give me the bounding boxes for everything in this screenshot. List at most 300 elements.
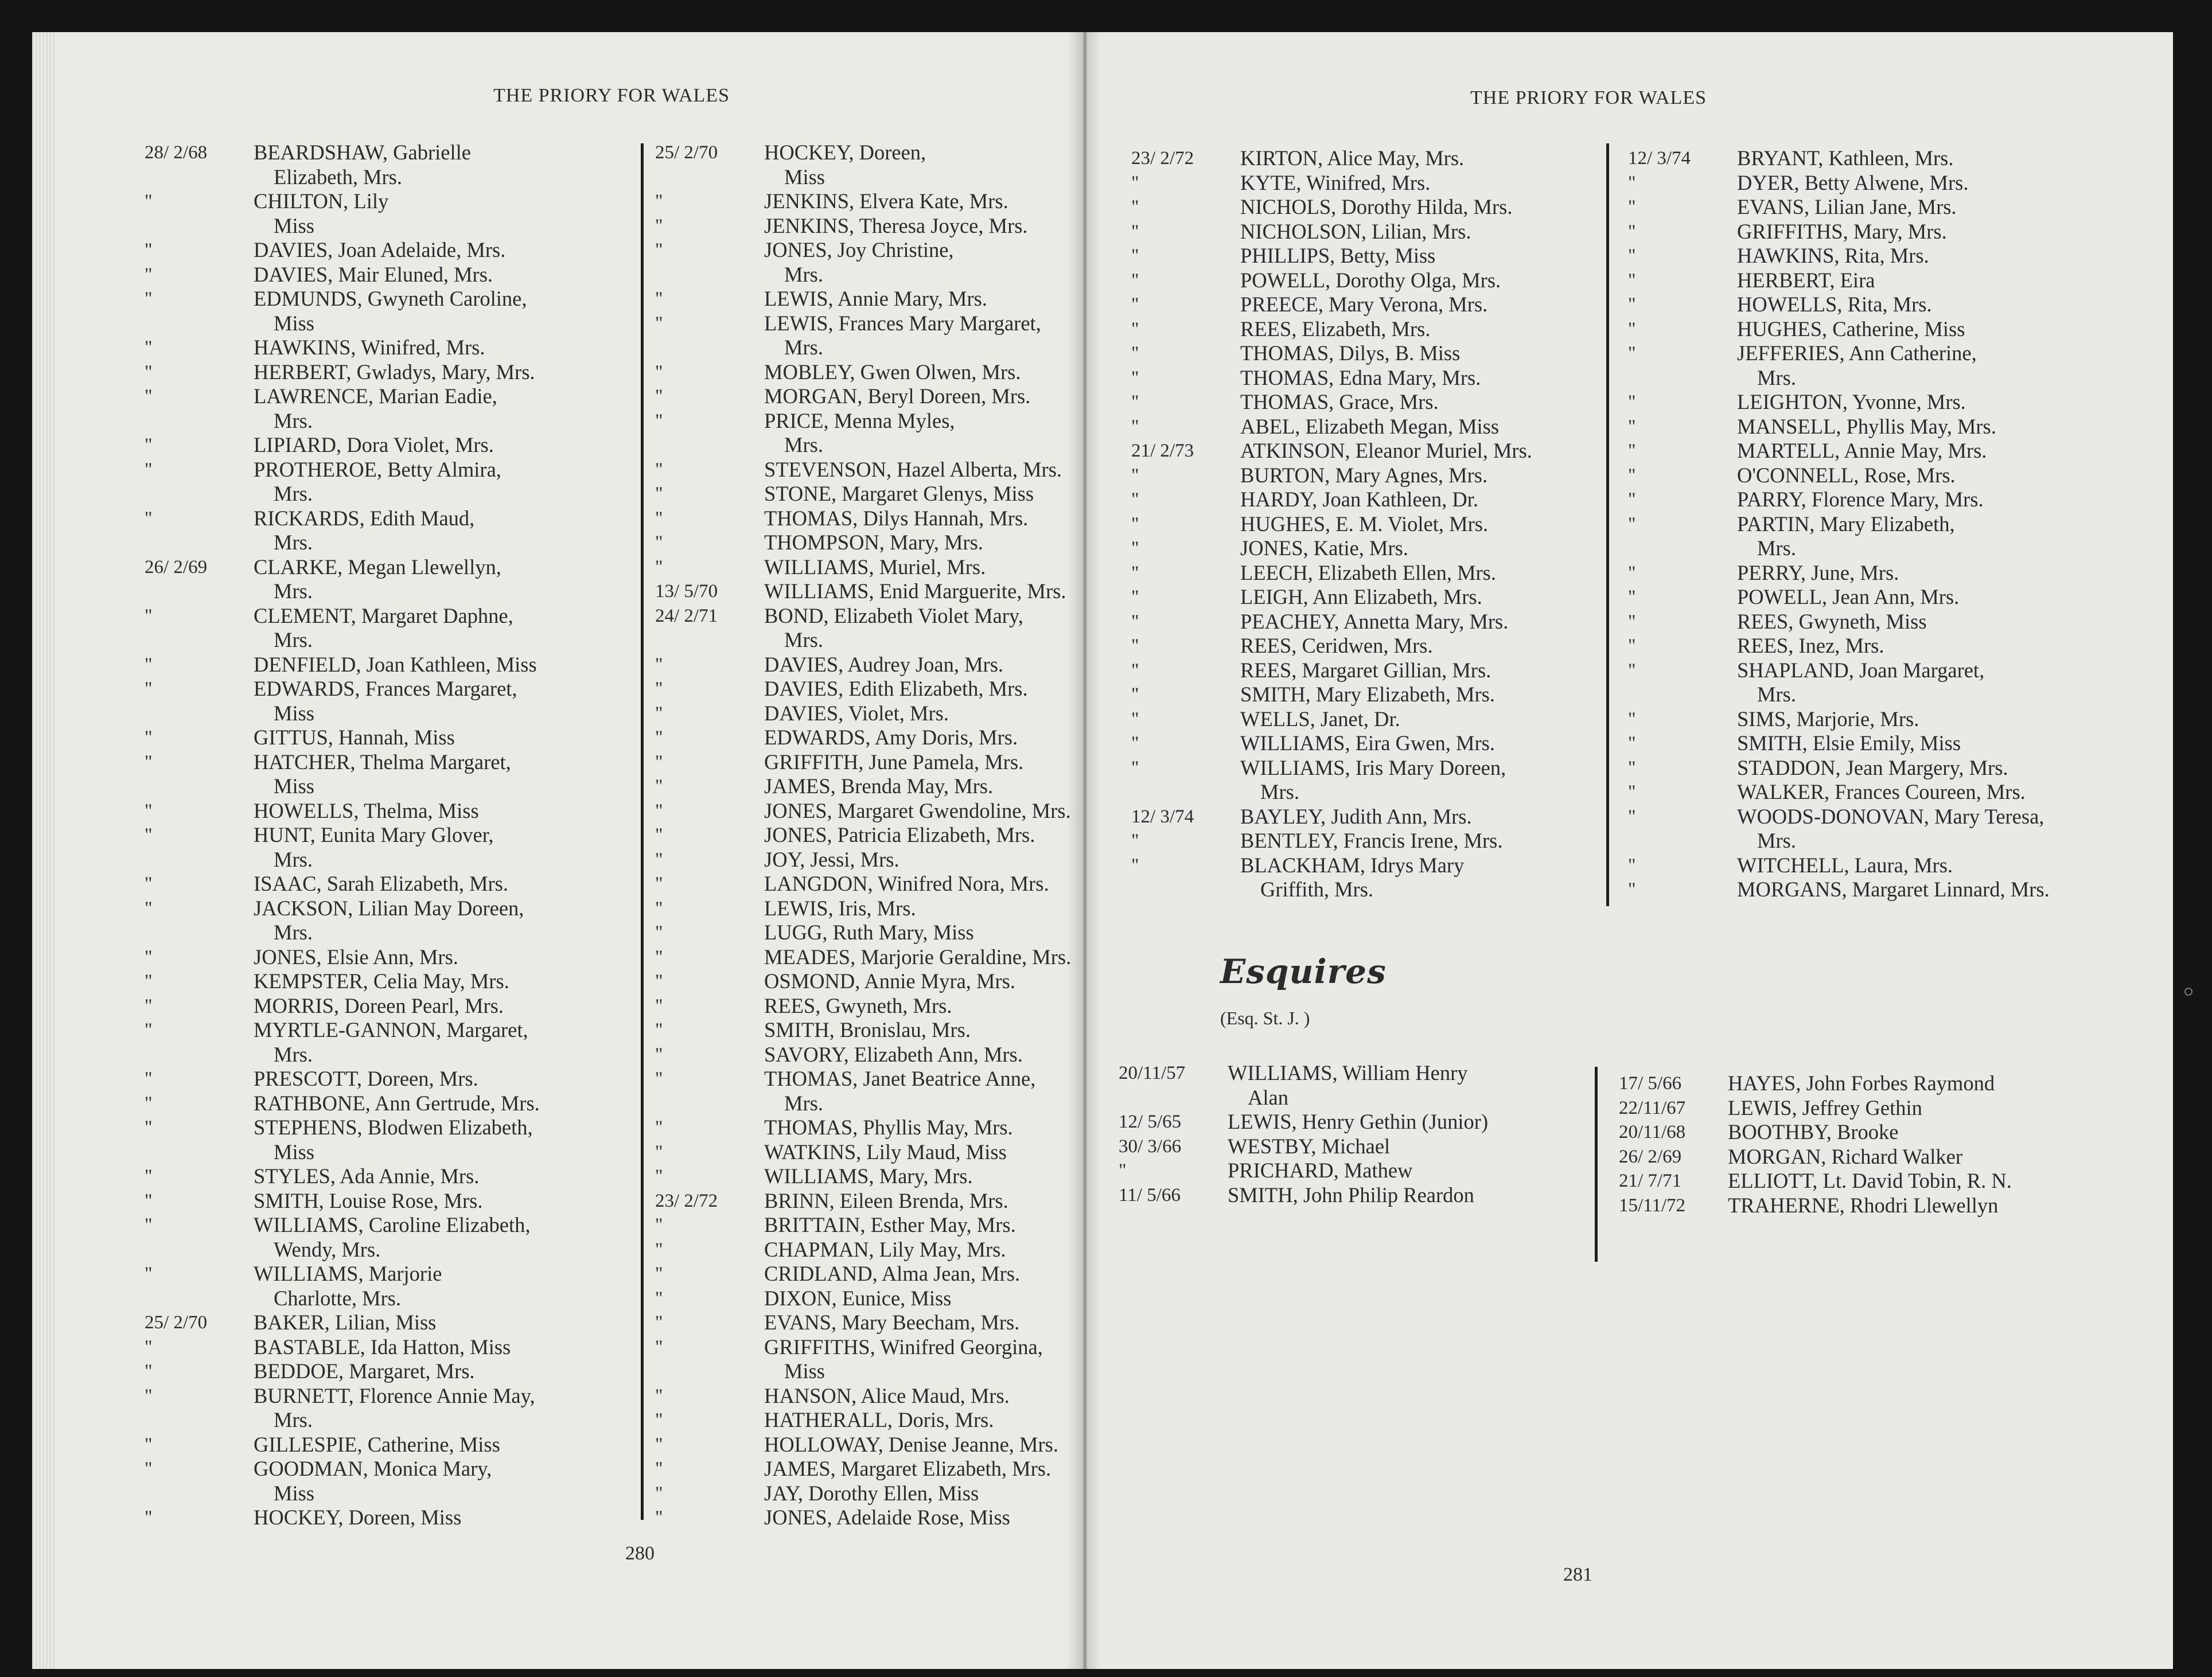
entry-date: "	[655, 800, 663, 821]
entry-date: "	[145, 264, 153, 285]
entry-name: DAVIES, Mair Eluned, Mrs.	[254, 262, 493, 286]
entry-date: "	[1131, 343, 1139, 364]
list-item	[655, 701, 1103, 726]
entry-date: "	[655, 1263, 663, 1284]
entry-name-continued: Mrs.	[1757, 365, 1796, 389]
entry-name: PRICHARD, Mathew	[1228, 1159, 1413, 1182]
entry-date: "	[655, 1141, 663, 1163]
entry-date: "	[1628, 757, 1636, 778]
entry-date: "	[655, 1020, 663, 1040]
entry-name-continued: Mrs.	[784, 1091, 823, 1115]
list-item	[1131, 536, 1625, 561]
entry-date: "	[1131, 513, 1139, 535]
entry-name: PEACHEY, Annetta Mary, Mrs.	[1240, 609, 1509, 633]
list-item	[145, 384, 638, 433]
list-item	[145, 750, 638, 799]
entry-name-continued: Miss	[784, 165, 825, 189]
list-item	[655, 1164, 1103, 1189]
list-item	[145, 1164, 638, 1189]
entry-name: BRINN, Eileen Brenda, Mrs.	[764, 1188, 1008, 1212]
entry-date: "	[145, 386, 153, 407]
entry-name: THOMAS, Phyllis May, Mrs.	[764, 1116, 1013, 1139]
entry-name: EVANS, Lilian Jane, Mrs.	[1737, 195, 1957, 219]
entry-date: "	[145, 825, 153, 845]
entry-name: LAWRENCE, Marian Eadie,	[254, 384, 497, 408]
entry-date: 11/ 5/66	[1119, 1184, 1181, 1206]
entry-name: DAVIES, Violet, Mrs.	[764, 701, 949, 725]
entry-name: DAVIES, Joan Adelaide, Mrs.	[254, 238, 506, 262]
entry-name: HUGHES, Catherine, Miss	[1737, 317, 1965, 341]
entry-name: KEMPSTER, Celia May, Mrs.	[254, 969, 509, 993]
entry-date: "	[1628, 855, 1636, 876]
list-item	[655, 1067, 1103, 1116]
list-item	[1131, 634, 1625, 658]
entry-name: GOODMAN, Monica Mary,	[254, 1457, 492, 1480]
entry-name: LEWIS, Henry Gethin (Junior)	[1228, 1110, 1489, 1133]
entry-date: "	[655, 240, 663, 260]
entry-name: STONE, Margaret Glenys, Miss	[764, 482, 1034, 505]
list-item	[1119, 1134, 1578, 1159]
entry-name: PARRY, Florence Mary, Mrs.	[1737, 487, 1984, 511]
entry-name-continued: Mrs.	[784, 433, 823, 457]
entry-date: "	[655, 483, 663, 504]
list-item	[655, 214, 1103, 239]
right-page-number: 281	[1563, 1564, 1592, 1585]
entry-name-continued: Wendy, Mrs.	[274, 1237, 381, 1261]
entry-date: "	[655, 459, 663, 480]
entry-date: "	[145, 1190, 153, 1211]
list-item	[145, 994, 638, 1019]
list-item	[145, 189, 638, 238]
entry-date: "	[1131, 245, 1139, 266]
list-item	[1131, 731, 1625, 756]
entry-name-continued: Mrs.	[274, 531, 313, 554]
entry-name: LEIGH, Ann Elizabeth, Mrs.	[1240, 585, 1482, 609]
list-item	[145, 1116, 638, 1164]
list-item	[1131, 244, 1625, 268]
entry-date: 12/ 3/74	[1628, 148, 1691, 169]
list-item	[1131, 195, 1625, 220]
entry-date: "	[655, 1410, 663, 1430]
entry-date: "	[1628, 245, 1636, 266]
entry-name: EDMUNDS, Gwyneth Caroline,	[254, 287, 527, 310]
list-item	[1628, 634, 2144, 658]
list-item	[145, 1384, 638, 1433]
entry-date: "	[655, 776, 663, 797]
entry-date: "	[655, 678, 663, 699]
entry-date: "	[145, 1020, 153, 1040]
entry-date: "	[145, 678, 153, 699]
entry-name-continued: Miss	[274, 701, 315, 725]
entry-name-continued: Mrs.	[274, 628, 313, 652]
entry-date: "	[655, 1166, 663, 1187]
entry-name: DIXON, Eunice, Miss	[764, 1286, 952, 1310]
entry-name: LEWIS, Iris, Mrs.	[764, 896, 916, 920]
entry-date: "	[1628, 635, 1636, 656]
entry-date: "	[1628, 513, 1636, 535]
entry-name: HERBERT, Eira	[1737, 268, 1875, 292]
entry-name: LANGDON, Winifred Nora, Mrs.	[764, 872, 1049, 895]
list-item	[655, 458, 1103, 482]
list-item	[145, 945, 638, 970]
entry-name: ISAAC, Sarah Elizabeth, Mrs.	[254, 872, 509, 895]
list-item	[145, 1335, 638, 1360]
entry-name-continued: Miss	[274, 213, 315, 237]
entry-name-continued: Mrs.	[274, 921, 313, 944]
list-item	[145, 1506, 638, 1530]
entry-date: "	[1628, 782, 1636, 802]
entry-name: SMITH, Mary Elizabeth, Mrs.	[1240, 682, 1496, 706]
entry-name: CHILTON, Lily	[254, 189, 389, 213]
list-item	[655, 141, 1103, 189]
entry-date: 24/ 2/71	[655, 605, 718, 626]
list-item	[655, 531, 1103, 555]
entry-name: HERBERT, Gwladys, Mary, Mrs.	[254, 360, 535, 384]
entry-name: HOLLOWAY, Denise Jeanne, Mrs.	[764, 1432, 1058, 1456]
list-item	[1628, 268, 2144, 293]
entry-name: JAMES, Margaret Elizabeth, Mrs.	[764, 1457, 1052, 1480]
entry-name: THOMAS, Edna Mary, Mrs.	[1240, 365, 1481, 389]
entry-name: MORGAN, Beryl Doreen, Mrs.	[764, 384, 1031, 408]
entry-date: "	[1131, 465, 1139, 486]
entry-name: WATKINS, Lily Maud, Miss	[764, 1140, 1007, 1164]
entry-date: "	[145, 751, 153, 773]
entry-name: GRIFFITHS, Winifred Georgina,	[764, 1335, 1043, 1359]
entry-name: REES, Elizabeth, Mrs.	[1240, 317, 1431, 341]
entry-date: "	[1628, 587, 1636, 607]
entry-name: BASTABLE, Ida Hatton, Miss	[254, 1335, 511, 1359]
entry-name: WALKER, Frances Coureen, Mrs.	[1737, 780, 2026, 804]
list-item	[1628, 195, 2144, 220]
entry-date: "	[655, 1336, 663, 1358]
list-item	[1131, 512, 1625, 537]
list-item	[655, 1506, 1103, 1530]
entry-date: "	[145, 361, 153, 383]
entry-name: EDWARDS, Frances Margaret,	[254, 677, 517, 700]
entry-date: "	[145, 995, 153, 1016]
entry-date: "	[145, 1507, 153, 1528]
entry-name: POWELL, Dorothy Olga, Mrs.	[1240, 268, 1501, 292]
entry-name: GRIFFITHS, Mary, Mrs.	[1737, 219, 1947, 243]
entry-name-continued: Mrs.	[784, 262, 823, 286]
entry-date: "	[145, 337, 153, 358]
entry-date: "	[1628, 489, 1636, 510]
entry-date: 17/ 5/66	[1619, 1073, 1682, 1094]
entry-date: "	[655, 995, 663, 1016]
entry-name: BRITTAIN, Esther May, Mrs.	[764, 1213, 1016, 1237]
entry-name: BLACKHAM, Idrys Mary	[1240, 853, 1465, 877]
list-item	[1628, 487, 2144, 512]
entry-date: "	[1628, 416, 1636, 437]
entry-name: LEWIS, Frances Mary Margaret,	[764, 311, 1041, 335]
entry-date: "	[1131, 611, 1139, 632]
list-item	[655, 384, 1103, 409]
entry-name: THOMAS, Janet Beatrice Anne,	[764, 1067, 1036, 1090]
entry-name: JONES, Joy Christine,	[764, 238, 954, 262]
entry-name: WESTBY, Michael	[1228, 1134, 1391, 1158]
entry-date: "	[655, 556, 663, 578]
list-item	[655, 1018, 1103, 1043]
list-item	[1131, 853, 1625, 902]
entry-name: SMITH, John Philip Reardon	[1228, 1183, 1474, 1207]
esquires-column-2	[1619, 1071, 2106, 1218]
list-item	[1131, 292, 1625, 317]
entry-date: "	[655, 410, 663, 431]
entry-date: 26/ 2/69	[1619, 1146, 1682, 1167]
entry-date: "	[1628, 343, 1636, 364]
entry-date: "	[655, 1215, 663, 1235]
entry-date: "	[145, 971, 153, 992]
list-item	[655, 1140, 1103, 1165]
list-item	[1131, 561, 1625, 586]
entry-name-continued: Miss	[274, 1140, 315, 1164]
entry-date: "	[145, 727, 153, 748]
list-item	[655, 409, 1103, 458]
entry-name: CLARKE, Megan Llewellyn,	[254, 555, 501, 579]
entry-name: WILLIAMS, Iris Mary Doreen,	[1240, 755, 1506, 779]
left-page-number: 280	[625, 1543, 655, 1564]
entry-name: HAYES, John Forbes Raymond	[1728, 1071, 1995, 1095]
entry-name: WILLIAMS, Muriel, Mrs.	[764, 555, 986, 579]
entry-name: ABEL, Elizabeth Megan, Miss	[1240, 414, 1500, 438]
entry-date: "	[1628, 221, 1636, 242]
entry-name: WILLIAMS, William Henry	[1228, 1061, 1468, 1085]
entry-date: 23/ 2/72	[655, 1190, 718, 1211]
list-item	[1628, 780, 2144, 805]
entry-name: DAVIES, Audrey Joan, Mrs.	[764, 652, 1004, 676]
entry-name: LEWIS, Jeffrey Gethin	[1728, 1095, 1922, 1120]
entry-name: JENKINS, Elvera Kate, Mrs.	[764, 189, 1008, 213]
left-column-2	[655, 141, 1103, 1530]
entry-date: "	[1628, 172, 1636, 193]
entry-name: HARDY, Joan Kathleen, Dr.	[1240, 487, 1478, 511]
entry-name: PRESCOTT, Doreen, Mrs.	[254, 1067, 478, 1090]
entry-name: CLEMENT, Margaret Daphne,	[254, 603, 513, 627]
entry-date: "	[1131, 318, 1139, 340]
column-rule	[1606, 143, 1609, 906]
entry-name: REES, Gwyneth, Miss	[1737, 609, 1927, 633]
list-item	[1131, 341, 1625, 366]
entry-date: "	[655, 654, 663, 675]
entry-date: "	[145, 1215, 153, 1235]
entry-date: "	[655, 532, 663, 553]
entry-date: "	[1628, 879, 1636, 900]
entry-name-continued: Mrs.	[784, 336, 823, 359]
list-item	[655, 848, 1103, 872]
entry-name: BAKER, Lilian, Miss	[254, 1311, 437, 1334]
list-item	[655, 579, 1103, 604]
entry-date: "	[655, 703, 663, 724]
entry-name: JONES, Patricia Elizabeth, Mrs.	[764, 823, 1035, 847]
entry-name-continued: Griffith, Mrs.	[1260, 877, 1374, 901]
list-item	[655, 360, 1103, 385]
entry-name: HUGHES, E. M. Violet, Mrs.	[1240, 512, 1489, 536]
list-item	[145, 287, 638, 336]
entry-name: REES, Ceridwen, Mrs.	[1240, 634, 1433, 657]
left-running-head: THE PRIORY FOR WALES	[493, 85, 730, 106]
entry-date: "	[145, 1093, 153, 1114]
entry-date: "	[655, 849, 663, 870]
list-item	[1131, 756, 1625, 805]
entry-name: BEDDOE, Margaret, Mrs.	[254, 1359, 475, 1383]
list-item	[1131, 585, 1625, 610]
entry-name-continued: Miss	[274, 1481, 315, 1505]
entry-name: LEECH, Elizabeth Ellen, Mrs.	[1240, 560, 1497, 584]
list-item	[1628, 805, 2144, 853]
entry-date: "	[1131, 489, 1139, 510]
list-item	[1628, 341, 2144, 390]
entry-date: "	[145, 1385, 153, 1406]
entry-name: BENTLEY, Francis Irene, Mrs.	[1240, 829, 1503, 852]
entry-date: "	[145, 1336, 153, 1358]
list-item	[1628, 317, 2144, 342]
entry-date: "	[1628, 318, 1636, 340]
entry-date: "	[1131, 197, 1139, 217]
entry-name: MORRIS, Doreen Pearl, Mrs.	[254, 993, 504, 1017]
list-item	[655, 287, 1103, 311]
entry-date: "	[1131, 635, 1139, 656]
entry-date: "	[145, 800, 153, 821]
list-item	[1628, 512, 2144, 561]
entry-name: DAVIES, Edith Elizabeth, Mrs.	[764, 677, 1028, 700]
entry-date: "	[145, 1068, 153, 1089]
entry-date: "	[145, 1434, 153, 1455]
list-item	[1628, 658, 2144, 707]
entry-date: "	[145, 508, 153, 529]
list-item	[145, 1311, 638, 1335]
list-item	[145, 823, 638, 872]
entry-name: BURTON, Mary Agnes, Mrs.	[1240, 463, 1488, 487]
entry-name: HAWKINS, Rita, Mrs.	[1737, 244, 1929, 267]
entry-date: "	[1628, 294, 1636, 315]
entry-name: EDWARDS, Amy Doris, Mrs.	[764, 726, 1018, 749]
list-item	[145, 458, 638, 506]
entry-name: RATHBONE, Ann Gertrude, Mrs.	[254, 1091, 540, 1115]
entry-name: MEADES, Marjorie Geraldine, Mrs.	[764, 945, 1072, 969]
entry-name: SMITH, Louise Rose, Mrs.	[254, 1188, 483, 1212]
entry-date: "	[655, 191, 663, 212]
entry-name: HAWKINS, Winifred, Mrs.	[254, 336, 485, 359]
entry-date: "	[655, 1458, 663, 1479]
entry-name: THOMAS, Grace, Mrs.	[1240, 390, 1439, 414]
entry-date: "	[1628, 440, 1636, 461]
entry-date: "	[655, 1044, 663, 1065]
entry-name: SMITH, Elsie Emily, Miss	[1737, 731, 1961, 755]
list-item	[1628, 731, 2144, 756]
entry-date: "	[655, 361, 663, 383]
list-item	[655, 604, 1103, 653]
entry-date: "	[1628, 611, 1636, 632]
list-item	[655, 872, 1103, 896]
entry-name: BOOTHBY, Brooke	[1728, 1120, 1899, 1144]
entry-name: HOWELLS, Rita, Mrs.	[1737, 292, 1932, 316]
list-item	[1628, 439, 2144, 463]
entry-name: SIMS, Marjorie, Mrs.	[1737, 707, 1919, 731]
esquires-column-1	[1119, 1061, 1578, 1207]
entry-name: LEIGHTON, Yvonne, Mrs.	[1737, 390, 1966, 414]
entry-date: 23/ 2/72	[1131, 148, 1194, 169]
entry-name: WILLIAMS, Marjorie	[254, 1262, 442, 1285]
page-edges	[32, 32, 55, 1669]
entry-name: WITCHELL, Laura, Mrs.	[1737, 853, 1953, 877]
entry-name: JENKINS, Theresa Joyce, Mrs.	[764, 213, 1028, 237]
list-item	[145, 1091, 638, 1116]
list-item	[655, 311, 1103, 360]
list-item	[145, 238, 638, 263]
list-item	[1131, 439, 1625, 463]
entry-date: 15/11/72	[1619, 1195, 1686, 1216]
list-item	[1628, 610, 2144, 634]
entry-name-continued: Miss	[784, 1359, 825, 1383]
entry-date: "	[1628, 562, 1636, 583]
entry-name-continued: Charlotte, Mrs.	[274, 1286, 402, 1310]
entry-date: "	[1131, 270, 1139, 291]
entry-date: "	[1628, 465, 1636, 486]
entry-name: LIPIARD, Dora Violet, Mrs.	[254, 433, 494, 457]
left-column-1	[145, 141, 638, 1530]
entry-name: EVANS, Mary Beecham, Mrs.	[764, 1311, 1020, 1334]
entry-name: BAYLEY, Judith Ann, Mrs.	[1240, 804, 1472, 828]
entry-name: HOWELLS, Thelma, Miss	[254, 798, 479, 822]
list-item	[1628, 463, 2144, 488]
entry-date: 20/11/68	[1619, 1122, 1686, 1142]
entry-date: "	[145, 1263, 153, 1284]
entry-date: "	[655, 898, 663, 919]
entry-name: NICHOLSON, Lilian, Mrs.	[1240, 219, 1471, 243]
entry-name-continued: Miss	[274, 774, 315, 798]
list-item	[145, 872, 638, 896]
entry-name: THOMAS, Dilys Hannah, Mrs.	[764, 506, 1029, 530]
entry-date: "	[655, 508, 663, 529]
entry-date: "	[1131, 172, 1139, 193]
list-item	[1628, 756, 2144, 781]
list-item	[655, 969, 1103, 994]
entry-date: "	[145, 873, 153, 894]
entry-name: JOY, Jessi, Mrs.	[764, 847, 899, 871]
entry-date: "	[655, 1507, 663, 1528]
entry-name: PARTIN, Mary Elizabeth,	[1737, 512, 1955, 536]
entry-date: "	[1628, 270, 1636, 291]
entry-name: PERRY, June, Mrs.	[1737, 560, 1899, 584]
entry-date: 12/ 5/65	[1119, 1112, 1182, 1132]
list-item	[145, 1433, 638, 1457]
entry-name: HUNT, Eunita Mary Glover,	[254, 823, 494, 847]
entry-name-continued: Mrs.	[274, 1408, 313, 1432]
entry-name: JONES, Margaret Gwendoline, Mrs.	[764, 798, 1071, 822]
list-item	[655, 921, 1103, 945]
entry-date: "	[655, 946, 663, 968]
entry-name: JAY, Dorothy Ellen, Miss	[764, 1481, 979, 1505]
entry-date: "	[655, 215, 663, 236]
entry-name-continued: Mrs.	[274, 1042, 313, 1066]
entry-date: "	[655, 1385, 663, 1406]
list-item	[145, 360, 638, 385]
list-item	[145, 653, 638, 677]
entry-name: BOND, Elizabeth Violet Mary,	[764, 603, 1023, 627]
list-item	[1628, 390, 2144, 415]
entry-date: "	[1628, 733, 1636, 754]
entry-name: MANSELL, Phyllis May, Mrs.	[1737, 414, 1996, 438]
list-item	[655, 1433, 1103, 1457]
list-item	[1628, 877, 2144, 902]
list-item	[145, 1189, 638, 1214]
list-item	[1119, 1183, 1578, 1208]
list-item	[1628, 561, 2144, 586]
entry-date: 28/ 2/68	[145, 142, 208, 163]
list-item	[1119, 1159, 1578, 1183]
entry-name: DENFIELD, Joan Kathleen, Miss	[254, 652, 537, 676]
list-item	[1619, 1071, 2106, 1096]
